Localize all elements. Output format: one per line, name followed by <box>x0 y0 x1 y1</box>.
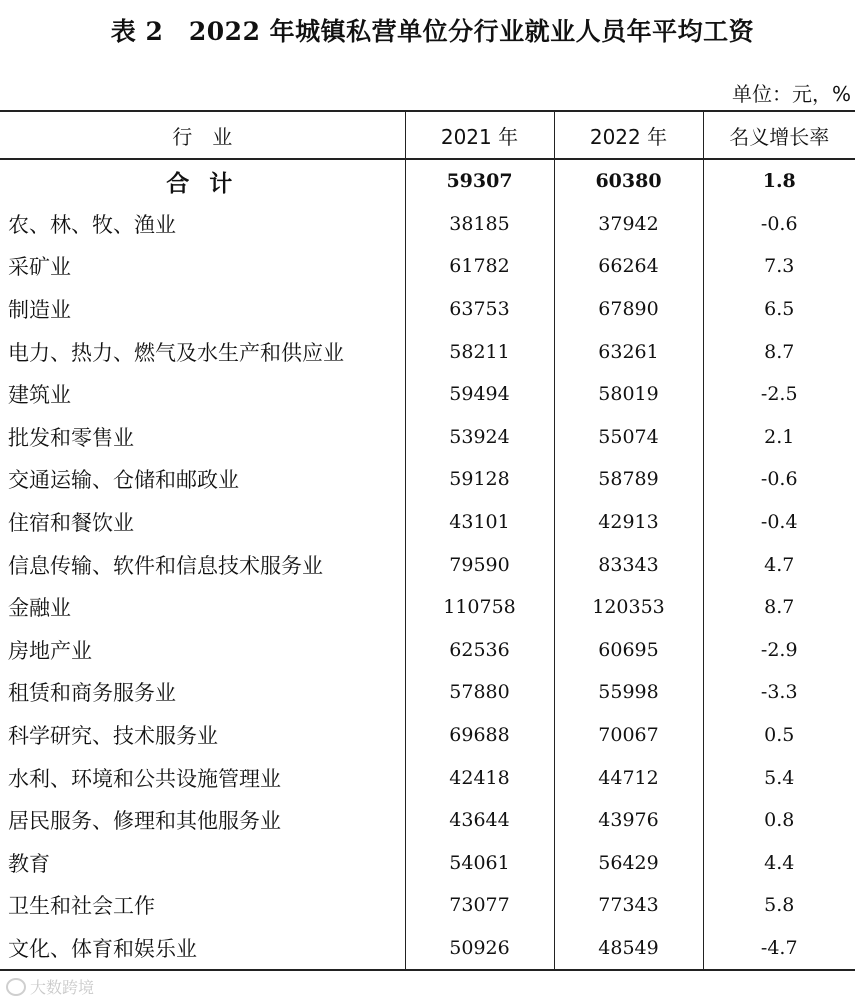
wage-2021-cell: 43101 <box>405 501 554 544</box>
wage-2022-cell: 37942 <box>554 203 703 246</box>
industry-cell: 水利、环境和公共设施管理业 <box>8 766 281 791</box>
header-row <box>0 111 855 159</box>
table-row <box>0 543 855 586</box>
wage-table <box>0 110 855 971</box>
industry-cell: 住宿和餐饮业 <box>8 511 134 536</box>
watermark <box>6 975 94 998</box>
wage-2022-cell: 67890 <box>554 288 703 331</box>
growth-cell: 7.3 <box>703 245 855 288</box>
wage-2022-cell: 44712 <box>554 756 703 799</box>
wage-2021-cell: 57880 <box>405 671 554 714</box>
industry-cell: 信息传输、软件和信息技术服务业 <box>8 553 323 578</box>
wage-2022-cell: 55998 <box>554 671 703 714</box>
industry-cell: 科学研究、技术服务业 <box>8 724 218 749</box>
wage-2021-cell: 73077 <box>405 884 554 927</box>
growth-cell: 5.8 <box>703 884 855 927</box>
wage-2021-cell: 110758 <box>405 586 554 629</box>
table-row <box>0 671 855 714</box>
table-row <box>0 330 855 373</box>
growth-cell: 6.5 <box>703 288 855 331</box>
wage-2021-cell: 59494 <box>405 373 554 416</box>
wage-2022-cell: 60695 <box>554 629 703 672</box>
wage-2021-cell: 53924 <box>405 416 554 459</box>
growth-cell: -2.9 <box>703 629 855 672</box>
industry-cell: 批发和零售业 <box>8 425 134 450</box>
watermark-logo-icon <box>6 978 26 996</box>
wage-2022-cell: 77343 <box>554 884 703 927</box>
table-row <box>0 245 855 288</box>
wage-2022-cell: 56429 <box>554 842 703 885</box>
table-row <box>0 629 855 672</box>
wage-2022-cell: 66264 <box>554 245 703 288</box>
industry-cell: 租赁和商务服务业 <box>8 681 176 706</box>
industry-cell: 文化、体育和娱乐业 <box>0 927 405 971</box>
wage-2021-cell: 61782 <box>405 245 554 288</box>
table-row <box>0 756 855 799</box>
table-row <box>0 586 855 629</box>
industry-cell: 金融业 <box>8 596 71 621</box>
header-industry: 行 业 <box>0 111 405 159</box>
growth-cell: -2.5 <box>703 373 855 416</box>
industry-cell: 交通运输、仓储和邮政业 <box>8 468 239 493</box>
growth-cell: 1.8 <box>703 159 855 203</box>
growth-cell: 4.7 <box>703 543 855 586</box>
growth-cell: 0.5 <box>703 714 855 757</box>
industry-cell: 建筑业 <box>8 383 71 408</box>
header-2022: 2022 年 <box>554 111 703 159</box>
table-row <box>0 373 855 416</box>
wage-2022-cell: 42913 <box>554 501 703 544</box>
growth-cell: -4.7 <box>703 927 855 971</box>
wage-2021-cell: 59307 <box>405 159 554 203</box>
wage-2022-cell: 63261 <box>554 330 703 373</box>
industry-cell: 房地产业 <box>8 638 92 663</box>
wage-2021-cell: 59128 <box>405 458 554 501</box>
table-row <box>0 842 855 885</box>
growth-cell: 8.7 <box>703 330 855 373</box>
wage-2022-cell: 60380 <box>554 159 703 203</box>
growth-cell: 8.7 <box>703 586 855 629</box>
wage-2021-cell: 79590 <box>405 543 554 586</box>
growth-cell: 0.8 <box>703 799 855 842</box>
unit-label: 单位：元，% <box>731 82 851 106</box>
table-row <box>0 799 855 842</box>
table-row <box>0 203 855 246</box>
industry-cell: 农、林、牧、渔业 <box>8 212 176 237</box>
wage-2021-cell: 43644 <box>405 799 554 842</box>
wage-2022-cell: 58789 <box>554 458 703 501</box>
wage-2022-cell: 83343 <box>554 543 703 586</box>
industry-cell: 居民服务、修理和其他服务业 <box>8 809 281 834</box>
table-title: 表 2 2022 年城镇私营单位分行业就业人员年平均工资 <box>110 17 755 46</box>
industry-cell: 教育 <box>8 851 50 876</box>
total-row <box>0 159 855 203</box>
growth-cell: 5.4 <box>703 756 855 799</box>
table-row <box>0 501 855 544</box>
header-2021: 2021 年 <box>405 111 554 159</box>
wage-2021-cell: 54061 <box>405 842 554 885</box>
wage-2021-cell: 38185 <box>405 203 554 246</box>
industry-cell: 采矿业 <box>8 255 71 280</box>
wage-2021-cell: 69688 <box>405 714 554 757</box>
watermark-text: 大数跨境 <box>30 978 95 997</box>
wage-2022-cell: 43976 <box>554 799 703 842</box>
table-row <box>0 714 855 757</box>
industry-cell: 卫生和社会工作 <box>8 894 155 919</box>
table-row <box>0 884 855 927</box>
wage-2022-cell: 70067 <box>554 714 703 757</box>
wage-2022-cell: 120353 <box>554 586 703 629</box>
wage-2021-cell: 50926 <box>405 927 554 971</box>
growth-cell: 4.4 <box>703 842 855 885</box>
wage-2022-cell: 55074 <box>554 416 703 459</box>
growth-cell: -0.6 <box>703 458 855 501</box>
table-row <box>0 927 855 971</box>
industry-cell: 电力、热力、燃气及水生产和供应业 <box>8 340 344 365</box>
table-row <box>0 458 855 501</box>
growth-cell: 2.1 <box>703 416 855 459</box>
table-row <box>0 416 855 459</box>
wage-2021-cell: 63753 <box>405 288 554 331</box>
wage-2022-cell: 58019 <box>554 373 703 416</box>
growth-cell: -0.4 <box>703 501 855 544</box>
table-body <box>0 159 855 970</box>
header-growth: 名义增长率 <box>703 111 855 159</box>
wage-2021-cell: 58211 <box>405 330 554 373</box>
growth-cell: -0.6 <box>703 203 855 246</box>
wage-2021-cell: 62536 <box>405 629 554 672</box>
wage-2022-cell: 48549 <box>554 927 703 971</box>
table-row <box>0 288 855 331</box>
wage-2021-cell: 42418 <box>405 756 554 799</box>
industry-cell: 合 计 <box>166 170 239 197</box>
industry-cell: 制造业 <box>8 298 71 323</box>
growth-cell: -3.3 <box>703 671 855 714</box>
